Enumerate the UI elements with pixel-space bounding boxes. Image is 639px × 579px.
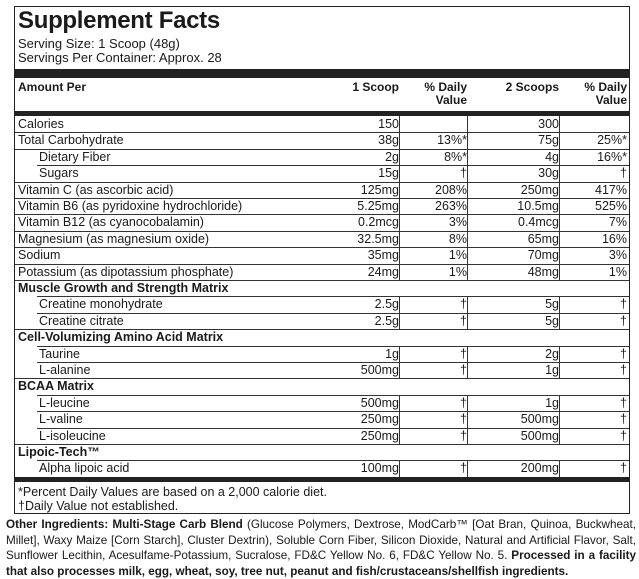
nutrient-row xyxy=(15,395,629,411)
column-divider xyxy=(467,411,468,427)
column-divider xyxy=(399,313,400,329)
nutrient-row xyxy=(15,411,629,427)
column-divider xyxy=(467,116,468,132)
amount-two-scoops: 65mg xyxy=(527,231,559,246)
dv-two-scoops: 3% xyxy=(608,248,627,263)
column-divider xyxy=(467,214,468,230)
column-divider xyxy=(467,395,468,411)
amount-two-scoops: 48mg xyxy=(527,264,559,279)
nutrient-row xyxy=(15,346,629,362)
header-dv-two-line2: Value xyxy=(595,93,627,107)
nutrient-name: Vitamin C (as ascorbic acid) xyxy=(18,182,174,197)
dv-two-scoops: † xyxy=(620,412,627,427)
amount-one-scoop: 2.5g xyxy=(374,297,399,312)
column-divider xyxy=(467,460,468,476)
column-divider xyxy=(399,149,400,165)
amount-two-scoops: 4g xyxy=(545,149,559,164)
dv-two-scoops: † xyxy=(620,346,627,361)
amount-one-scoop: 1g xyxy=(385,346,399,361)
column-divider xyxy=(559,149,560,165)
dv-one-scoop: † xyxy=(460,363,467,377)
column-divider xyxy=(399,116,400,132)
amount-two-scoops: 5g xyxy=(545,313,559,328)
column-divider xyxy=(399,428,400,444)
nutrient-name: Muscle Growth and Strength Matrix xyxy=(18,281,229,295)
column-divider xyxy=(467,231,468,247)
amount-one-scoop: 0.2mcg xyxy=(358,215,399,230)
section-header-row xyxy=(15,378,629,394)
amount-two-scoops: 500mg xyxy=(520,428,559,443)
nutrient-row xyxy=(15,460,629,476)
column-divider xyxy=(559,182,560,198)
dv-one-scoop: † xyxy=(460,313,467,328)
dv-one-scoop: 13%* xyxy=(437,133,467,148)
dv-two-scoops: † xyxy=(620,363,627,377)
amount-two-scoops: 200mg xyxy=(520,461,559,476)
column-divider xyxy=(559,116,560,132)
column-divider xyxy=(467,247,468,263)
nutrient-name: L-leucine xyxy=(39,395,90,410)
column-divider xyxy=(467,198,468,214)
amount-two-scoops: 75g xyxy=(538,133,559,148)
amount-one-scoop: 2.5g xyxy=(374,313,399,328)
nutrient-row xyxy=(15,264,629,280)
dv-two-scoops: † xyxy=(620,166,627,181)
column-divider xyxy=(559,313,560,329)
nutrient-name: Dietary Fiber xyxy=(39,149,111,164)
nutrient-name: Potassium (as dipotassium phosphate) xyxy=(18,264,234,279)
nutrient-row xyxy=(15,362,629,378)
nutrient-row xyxy=(15,214,629,230)
header-two-scoops: 2 Scoops xyxy=(505,80,559,94)
column-divider xyxy=(559,460,560,476)
nutrient-name: Magnesium (as magnesium oxide) xyxy=(18,231,210,246)
column-divider xyxy=(399,460,400,476)
column-divider xyxy=(399,214,400,230)
column-divider xyxy=(559,296,560,312)
column-divider xyxy=(399,182,400,198)
column-divider xyxy=(559,247,560,263)
nutrient-row xyxy=(15,198,629,214)
header-amount-per: Amount Per xyxy=(18,80,87,94)
row-divider xyxy=(15,378,629,379)
serving-size: Serving Size: 1 Scoop (48g) xyxy=(18,36,180,51)
thick-rule-top xyxy=(15,69,629,78)
amount-one-scoop: 32.5mg xyxy=(357,231,399,246)
nutrient-name: Cell-Volumizing Amino Acid Matrix xyxy=(18,330,224,345)
nutrient-row xyxy=(15,149,629,165)
column-divider xyxy=(559,264,560,280)
dv-two-scoops: † xyxy=(620,313,627,328)
column-divider xyxy=(467,165,468,181)
servings-per-container: Servings Per Container: Approx. 28 xyxy=(18,50,222,65)
column-divider xyxy=(399,395,400,411)
dv-one-scoop: 263% xyxy=(435,199,467,213)
amount-two-scoops: 30g xyxy=(538,166,559,181)
nutrient-name: L-isoleucine xyxy=(39,428,106,443)
column-divider xyxy=(467,362,468,378)
nutrient-name: Total Carbohydrate xyxy=(18,133,124,148)
other-ingredients xyxy=(6,517,636,579)
dv-one-scoop: 1% xyxy=(448,248,467,263)
column-divider xyxy=(467,296,468,312)
panel-title: Supplement Facts xyxy=(18,7,220,34)
amount-two-scoops: 70mg xyxy=(527,248,559,263)
amount-one-scoop: 24mg xyxy=(367,264,399,279)
amount-two-scoops: 0.4mcg xyxy=(518,215,559,230)
column-divider xyxy=(467,182,468,198)
column-divider xyxy=(467,313,468,329)
amount-one-scoop: 100mg xyxy=(360,461,399,476)
nutrient-name: Creatine citrate xyxy=(39,313,124,328)
dv-two-scoops: † xyxy=(620,461,627,476)
allergen-statement: Processed in a facility that also processes milk, egg, wheat, soy, tree nut, peanut and fish/crustaceans/shellfish ingredients. xyxy=(6,549,636,578)
column-divider xyxy=(559,428,560,444)
dv-two-scoops: † xyxy=(620,395,627,410)
amount-two-scoops: 10.5mg xyxy=(517,199,559,213)
column-divider xyxy=(467,346,468,362)
column-divider xyxy=(399,247,400,263)
dv-one-scoop: † xyxy=(460,395,467,410)
amount-one-scoop: 38g xyxy=(378,133,399,148)
thick-rule-bottom xyxy=(15,477,629,482)
nutrient-name: Vitamin B6 (as pyridoxine hydrochloride) xyxy=(18,199,243,213)
dv-one-scoop: † xyxy=(460,461,467,476)
nutrient-name: Sugars xyxy=(39,166,79,181)
amount-one-scoop: 250mg xyxy=(360,412,399,427)
dv-one-scoop: 208% xyxy=(435,182,467,197)
column-divider xyxy=(559,198,560,214)
column-divider xyxy=(559,362,560,378)
column-divider xyxy=(467,264,468,280)
dv-two-scoops: 417% xyxy=(595,182,627,197)
amount-two-scoops: 1g xyxy=(545,395,559,410)
amount-one-scoop: 5.25mg xyxy=(357,199,399,213)
column-divider xyxy=(559,231,560,247)
column-divider xyxy=(399,165,400,181)
amount-two-scoops: 5g xyxy=(545,297,559,312)
column-divider xyxy=(399,362,400,378)
column-divider xyxy=(399,198,400,214)
section-header-row xyxy=(15,280,629,296)
nutrient-row xyxy=(15,182,629,198)
nutrient-row xyxy=(15,313,629,329)
dv-one-scoop: † xyxy=(460,166,467,181)
dv-two-scoops: 525% xyxy=(595,199,627,213)
column-divider xyxy=(559,411,560,427)
nutrient-row xyxy=(15,132,629,148)
nutrient-name: Lipoic-Tech™ xyxy=(18,445,100,459)
dv-one-scoop: † xyxy=(460,346,467,361)
dv-one-scoop: † xyxy=(460,428,467,443)
header-one-scoop: 1 Scoop xyxy=(352,80,399,94)
nutrient-name: Taurine xyxy=(39,346,80,361)
dv-one-scoop: † xyxy=(460,297,467,312)
dv-one-scoop: 3% xyxy=(448,215,467,230)
nutrient-row xyxy=(15,231,629,247)
ingredients-label: Other Ingredients: Multi-Stage Carb Blend xyxy=(6,518,243,531)
amount-one-scoop: 250mg xyxy=(360,428,399,443)
column-divider xyxy=(399,346,400,362)
nutrient-row xyxy=(15,116,629,132)
dv-one-scoop: † xyxy=(460,412,467,427)
footnote-dv-not-established: †Daily Value not established. xyxy=(18,499,179,513)
column-divider xyxy=(399,264,400,280)
nutrient-name: Vitamin B12 (as cyanocobalamin) xyxy=(18,215,204,230)
amount-one-scoop: 125mg xyxy=(360,182,399,197)
amount-one-scoop: 2g xyxy=(385,149,399,164)
column-divider xyxy=(559,165,560,181)
dv-one-scoop: 8%* xyxy=(444,149,467,164)
column-divider xyxy=(559,214,560,230)
column-divider xyxy=(399,296,400,312)
column-divider xyxy=(399,132,400,148)
amount-two-scoops: 300 xyxy=(538,117,559,131)
column-divider xyxy=(399,231,400,247)
supplement-facts-panel xyxy=(14,6,630,514)
column-divider xyxy=(467,132,468,148)
nutrient-name: Calories xyxy=(18,117,64,131)
nutrient-name: Alpha lipoic acid xyxy=(39,461,130,476)
dv-two-scoops: † xyxy=(620,428,627,443)
footnote-percent-dv: *Percent Daily Values are based on a 2,000 calorie diet. xyxy=(18,485,327,499)
dv-one-scoop: 8% xyxy=(448,231,467,246)
section-header-row xyxy=(15,329,629,345)
column-divider xyxy=(559,395,560,411)
ingredients-text: (Glucose Polymers, Dextrose, ModCarb™ [Oat Bran, Quinoa, Buckwheat, Millet], Waxy Maize [Corn Starch], Cluster Dextrin), Soluble Corn Fiber, Silicon Dioxide, Natural and Artificial Flavor, Salt, Sunflower Lecithin, Acesulfame-Potassium, Sucralose, FD&C Yellow No. 6, FD&C Yellow No. 5. xyxy=(6,518,636,562)
amount-two-scoops: 250mg xyxy=(520,182,559,197)
amount-two-scoops: 1g xyxy=(545,363,559,377)
dv-two-scoops: 25%* xyxy=(597,133,627,148)
column-divider xyxy=(399,411,400,427)
nutrient-name: L-valine xyxy=(39,412,83,427)
nutrient-row xyxy=(15,165,629,181)
column-divider xyxy=(559,346,560,362)
section-header-row xyxy=(15,444,629,460)
column-divider xyxy=(467,428,468,444)
dv-two-scoops: 1% xyxy=(608,264,627,279)
nutrient-name: L-alanine xyxy=(39,363,91,377)
column-divider xyxy=(467,149,468,165)
amount-one-scoop: 150 xyxy=(378,117,399,131)
amount-one-scoop: 15g xyxy=(378,166,399,181)
dv-one-scoop: 1% xyxy=(448,264,467,279)
amount-one-scoop: 500mg xyxy=(360,363,399,377)
dv-two-scoops: 16%* xyxy=(597,149,627,164)
dv-two-scoops: 7% xyxy=(608,215,627,230)
amount-two-scoops: 500mg xyxy=(520,412,559,427)
column-divider xyxy=(559,132,560,148)
header-dv-one-line2: Value xyxy=(435,93,467,107)
amount-one-scoop: 35mg xyxy=(367,248,399,263)
nutrient-name: Creatine monohydrate xyxy=(39,297,163,312)
amount-one-scoop: 500mg xyxy=(360,395,399,410)
amount-two-scoops: 2g xyxy=(545,346,559,361)
nutrient-row xyxy=(15,247,629,263)
row-divider xyxy=(15,444,629,445)
header-dv-two-line1: % Daily xyxy=(584,80,627,94)
header-dv-one-line1: % Daily xyxy=(424,80,467,94)
nutrient-name: BCAA Matrix xyxy=(18,379,94,394)
dv-two-scoops: 16% xyxy=(601,231,627,246)
nutrient-row xyxy=(15,296,629,312)
dv-two-scoops: † xyxy=(620,297,627,312)
nutrient-name: Sodium xyxy=(18,248,61,263)
nutrient-row xyxy=(15,428,629,444)
